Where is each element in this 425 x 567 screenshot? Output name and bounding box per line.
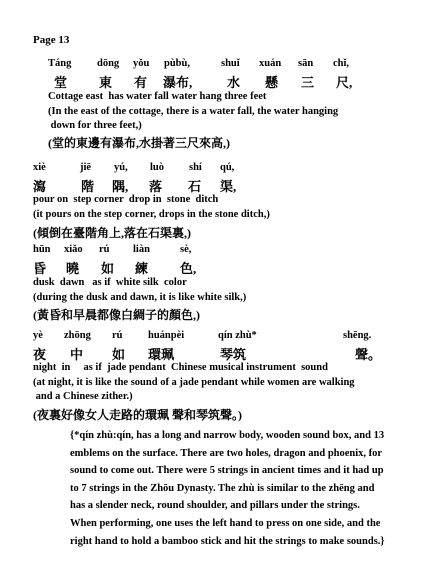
hanzi-word: 環珮 <box>148 347 175 362</box>
translation-line: (during the dusk and dawn, it is like white silk,) <box>33 292 247 303</box>
pinyin-word: rú <box>112 330 123 341</box>
hanzi-word: 中 <box>70 347 84 362</box>
translation-line: and a Chinese zither.) <box>33 391 133 402</box>
pinyin-word: dōng <box>97 58 120 69</box>
hanzi-word: 如 <box>112 347 126 362</box>
pinyin-word: hūn <box>33 244 51 255</box>
page-number: Page 13 <box>33 34 70 46</box>
chinese-translation: (堂的東邊有瀑布,水掛著三尺來高,) <box>48 136 230 150</box>
hanzi-word: 有 <box>134 75 148 90</box>
pinyin-word: qín zhù* <box>218 330 257 341</box>
pinyin-word: shēng. <box>343 330 372 341</box>
translation-line: down for three feet,) <box>48 120 142 131</box>
hanzi-word: 瀉 <box>33 179 47 194</box>
pinyin-word: yú, <box>114 162 128 173</box>
hanzi-word: 夜 <box>33 347 47 362</box>
hanzi-word: 如 <box>101 261 115 276</box>
gloss-line: night in as if jade pendant Chinese musical instrument sound <box>33 362 328 373</box>
hanzi-word: 昏 <box>33 261 47 276</box>
pinyin-word: sān <box>298 58 314 69</box>
gloss-line: dusk dawn as if white silk color <box>33 277 187 288</box>
hanzi-word: 石 <box>188 179 202 194</box>
pinyin-word: yǒu <box>133 58 150 69</box>
pinyin-word: sè, <box>180 244 192 255</box>
hanzi-word: 懸 <box>265 75 279 90</box>
pinyin-word: qú, <box>220 162 235 173</box>
pinyin-word: shí <box>189 162 202 173</box>
hanzi-word: 東 <box>99 75 113 90</box>
hanzi-word: 渠, <box>220 179 237 194</box>
hanzi-word: 曉 <box>66 261 80 276</box>
pinyin-word: xuán <box>259 58 282 69</box>
pinyin-word: rú <box>99 244 110 255</box>
chinese-translation: (傾倒在臺階角上,落在石渠裏,) <box>33 226 191 240</box>
hanzi-word: 堂 <box>54 75 68 90</box>
pinyin-word: shuǐ <box>221 58 240 69</box>
hanzi-word: 隅, <box>112 179 129 194</box>
hanzi-word: 水 <box>227 75 241 90</box>
gloss-line: Cottage east has water fall water hang three feet <box>48 91 267 102</box>
translation-line: (In the east of the cottage, there is a water fall, the water hanging <box>48 106 339 117</box>
pinyin-word: xiǎo <box>64 244 83 255</box>
pinyin-word: yè <box>33 330 43 341</box>
pinyin-word: Táng <box>48 58 72 69</box>
chinese-translation: (黃昏和早晨都像白綢子的顏色,) <box>33 308 200 322</box>
gloss-line: pour on step corner drop in stone ditch <box>33 194 219 205</box>
pinyin-word: pùbù, <box>164 58 190 69</box>
hanzi-word: 琴筑 <box>220 347 247 362</box>
pinyin-word: huánpèi <box>148 330 185 341</box>
pinyin-word: xiè <box>33 162 46 173</box>
translation-line: (at night, it is like the sound of a jade pendant while women are walking <box>33 377 355 388</box>
footnote: {*qín zhù:qín, has a long and narrow body, wooden sound box, and 13 emblems on the surface. There are two holes, dragon and phoenix, for sound to come out. There were 5 strings in ancient times and it had up to 7 strings in the Zhōu Dynasty. The zhù is similar to the zhēng and has a slender neck, round shoulder, and pillars under the strings. When performing, one uses the left hand to press on one side, and the right hand to hold a bamboo stick and hit the strings to make sounds.} <box>70 430 385 547</box>
hanzi-word: 落 <box>149 179 163 194</box>
hanzi-word: 瀑布, <box>163 75 193 90</box>
pinyin-word: liàn <box>133 244 150 255</box>
hanzi-word: 三 <box>301 75 315 90</box>
translation-line: (it pours on the step corner, drops in the stone ditch,) <box>33 209 270 220</box>
pinyin-word: chǐ, <box>333 58 350 69</box>
pinyin-word: jiē <box>80 162 92 173</box>
hanzi-word: 練 <box>135 261 149 276</box>
hanzi-word: 尺, <box>336 75 353 90</box>
chinese-translation: (夜裏好像女人走路的環珮 聲和琴筑聲。) <box>33 408 242 422</box>
hanzi-word: 色, <box>180 261 197 276</box>
hanzi-word: 聲。 <box>355 347 382 362</box>
hanzi-word: 階 <box>81 179 95 194</box>
pinyin-word: zhōng <box>64 330 91 341</box>
pinyin-word: luò <box>150 162 165 173</box>
